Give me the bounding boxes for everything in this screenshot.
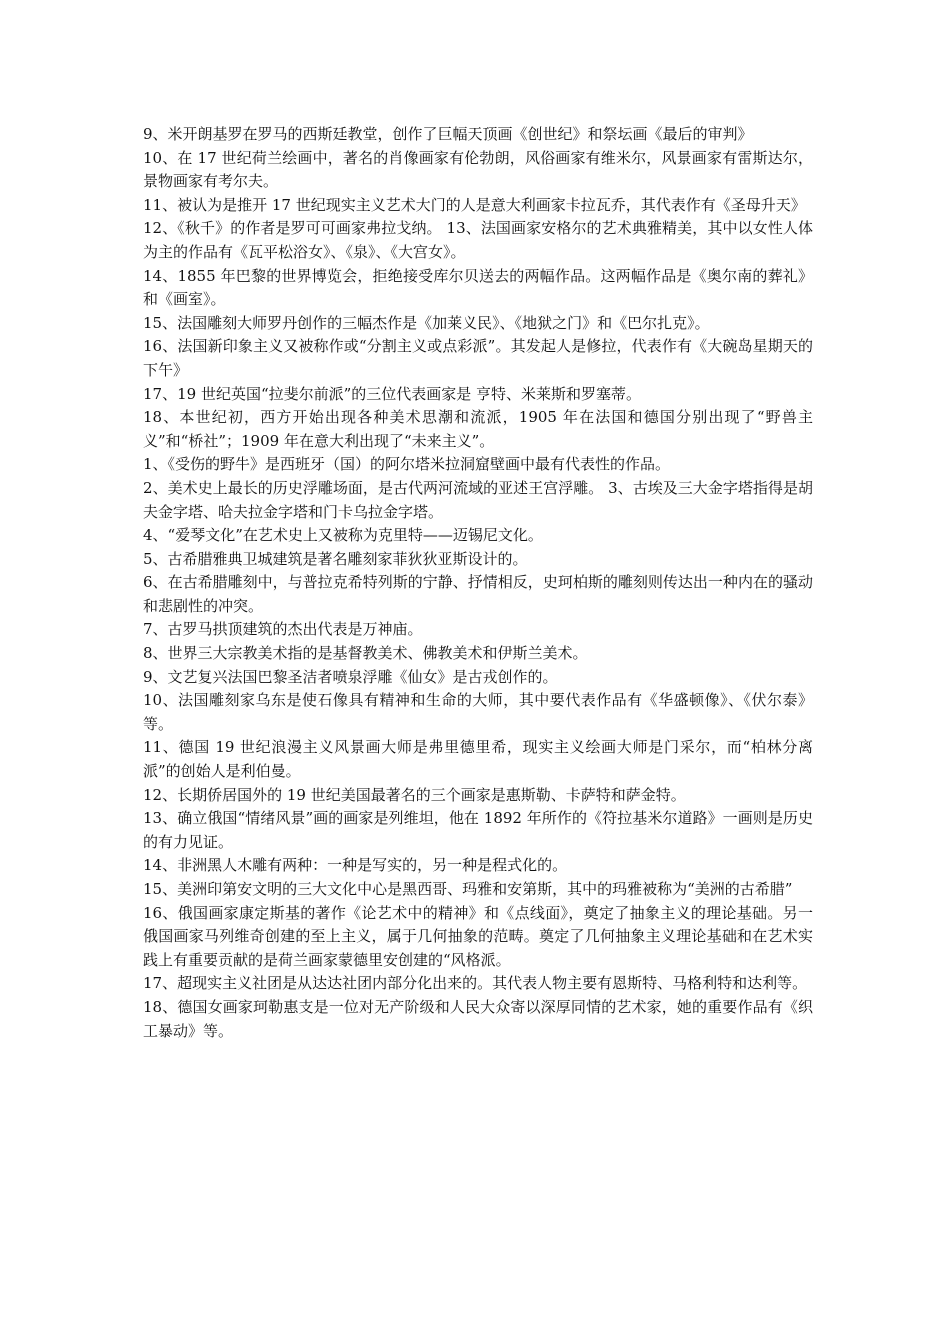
paragraph: 10、在 17 世纪荷兰绘画中，著名的肖像画家有伦勃朗，风俗画家有维米尔，风景画家有雷斯达尔，景物画家有考尔夫。 — [143, 148, 813, 191]
paragraph: 10、法国雕刻家乌东是使石像具有精神和生命的大师，其中要代表作品有《华盛顿像》、《伏尔泰》等。 — [143, 691, 813, 733]
paragraph: 14、非洲黑人木雕有两种：一种是写实的，另一种是程式化的。 — [143, 856, 568, 875]
paragraph: 7、古罗马拱顶建筑的杰出代表是万神庙。 — [143, 620, 423, 639]
paragraph: 16、法国新印象主义又被称作或“分割主义或点彩派”。其发起人是修拉，代表作有《大碗岛星期天的下午》 — [143, 337, 813, 379]
paragraph: 15、美洲印第安文明的三大文化中心是黑西哥、玛雅和安第斯，其中的玛雅被称为“美洲的古希腊” — [143, 880, 793, 898]
paragraph: 9、米开朗基罗在罗马的西斯廷教堂，创作了巨幅天顶画《创世纪》和祭坛画《最后的审判》 — [143, 125, 753, 143]
document-page — [143, 123, 813, 1043]
paragraph: 9、文艺复兴法国巴黎圣洁者喷泉浮雕《仙女》是古戎创作的。 — [143, 667, 558, 686]
paragraph: 5、古希腊雅典卫城建筑是著名雕刻家菲狄狄亚斯设计的。 — [143, 549, 528, 568]
paragraph: 13、确立俄国“情绪风景”画的画家是列维坦，他在 1892 年所作的《符拉基米尔道路》一画则是历史的有力见证。 — [143, 809, 813, 851]
paragraph: 12、长期侨居国外的 19 世纪美国最著名的三个画家是惠斯勒、卡萨特和萨金特。 — [143, 785, 686, 804]
paragraph: 11、德国 19 世纪浪漫主义风景画大师是弗里德里希，现实主义绘画大师是门采尔，而“柏林分离派”的创始人是利伯曼。 — [143, 738, 813, 781]
paragraph: 17、19 世纪英国“拉斐尔前派”的三位代表画家是 亨特、米莱斯和罗塞蒂。 — [143, 384, 642, 403]
paragraph: 1、《受伤的野牛》是西班牙（国）的阿尔塔米拉洞窟壁画中最有代表性的作品。 — [143, 455, 671, 474]
paragraph: 16、俄国画家康定斯基的著作《论艺术中的精神》和《点线面》，奠定了抽象主义的理论基础。另一俄国画家马列维奇创建的至上主义，属于几何抽象的范畴。奠定了几何抽象主义理论基础和在艺术实践上有重要贡献的是荷兰画家蒙德里安创建的“风格派。 — [143, 903, 813, 969]
paragraph: 2、美术史上最长的历史浮雕场面，是古代两河流域的亚述王宫浮雕。 3、古埃及三大金字塔指得是胡夫金字塔、哈夫拉金字塔和门卡乌拉金字塔。 — [143, 478, 813, 521]
paragraph: 18、本世纪初，西方开始出现各种美术思潮和流派，1905 年在法国和德国分别出现了“野兽主义”和“桥社”；1909 年在意大利出现了“未来主义”。 — [143, 408, 813, 450]
paragraph: 17、超现实主义社团是从达达社团内部分化出来的。其代表人物主要有恩斯特、马格利特和达利等。 — [143, 974, 808, 993]
paragraph: 15、法国雕刻大师罗丹创作的三幅杰作是《加莱义民》、《地狱之门》和《巴尔扎克》。 — [143, 313, 710, 332]
paragraph: 14、1855 年巴黎的世界博览会，拒绝接受库尔贝送去的两幅作品。这两幅作品是《奥尔南的葬礼》和《画室》。 — [143, 266, 813, 309]
paragraph: 4、“爱琴文化”在艺术史上又被称为克里特——迈锡尼文化。 — [143, 526, 543, 545]
paragraph: 11、被认为是推开 17 世纪现实主义艺术大门的人是意大利画家卡拉瓦乔，其代表作有《圣母升天》 — [143, 195, 806, 214]
paragraph: 18、德国女画家珂勒惠支是一位对无产阶级和人民大众寄以深厚同情的艺术家，她的重要作品有《织工暴动》等。 — [143, 997, 813, 1040]
paragraph: 6、在古希腊雕刻中，与普拉克希特列斯的宁静、抒情相反，史珂柏斯的雕刻则传达出一种内在的骚动和悲剧性的冲突。 — [143, 573, 813, 615]
paragraph: 8、世界三大宗教美术指的是基督教美术、佛教美术和伊斯兰美术。 — [143, 644, 588, 663]
paragraph: 12、《秋千》的作者是罗可可画家弗拉戈纳。 13、法国画家安格尔的艺术典雅精美，其中以女性人体为主的作品有《瓦平松浴女》、《泉》、《大宫女》。 — [143, 219, 813, 261]
